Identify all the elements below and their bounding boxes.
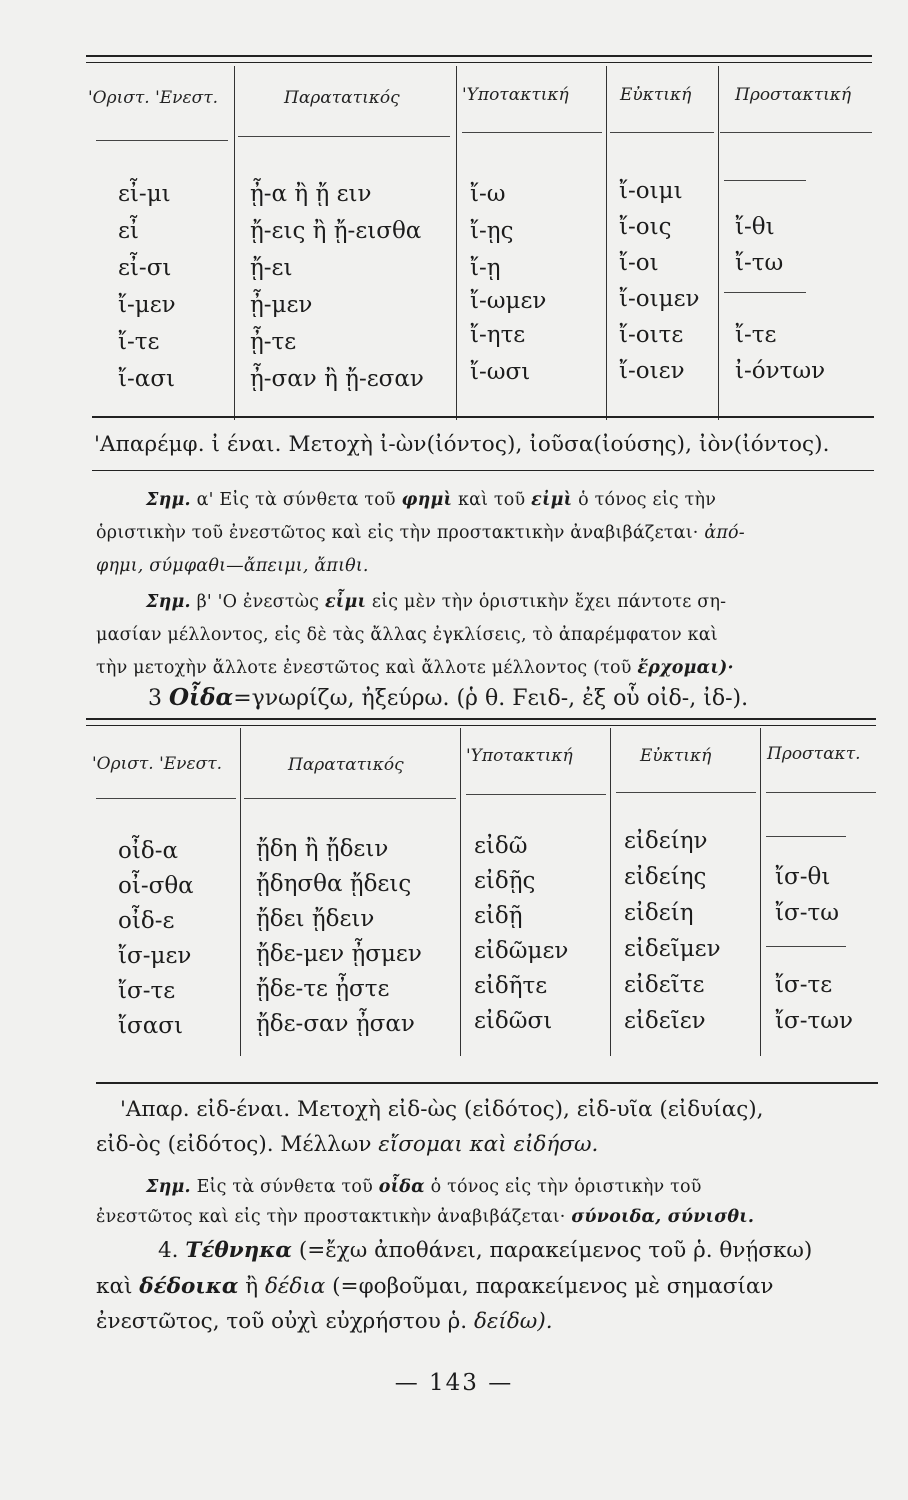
table2-cell: οἶδ-α bbox=[118, 838, 179, 864]
section-text: (=ἔχω ἀποθάνει, παρακείμενος τοῦ ῥ. θνῄσκω) bbox=[291, 1238, 813, 1263]
table2-cell: ᾔδε-σαν ᾖσαν bbox=[256, 1011, 415, 1037]
table2-cell: εἰδῆτε bbox=[474, 973, 548, 999]
table1-empty-dash bbox=[724, 180, 806, 181]
table1-header-underline bbox=[610, 132, 714, 133]
table2-cell: ἴσ-τε bbox=[775, 972, 833, 998]
note-label: Σημ. bbox=[146, 592, 191, 612]
table1-cell: ἴ-ω bbox=[470, 181, 506, 207]
table2-header-underline bbox=[766, 792, 876, 793]
table2-header-underline bbox=[616, 792, 756, 793]
note-text: εἰς μὲν τὴν ὁριστικὴν ἔχει πάντοτε ση- bbox=[366, 592, 727, 612]
section-text: καὶ bbox=[96, 1274, 140, 1299]
section-3-heading bbox=[148, 684, 908, 711]
section-word: δέδοικα bbox=[139, 1274, 239, 1299]
table2-cell: εἰδῶσι bbox=[474, 1008, 553, 1034]
note-text: τὴν μετοχὴν ἄλλοτε ἐνεστῶτος καὶ ἄλλοτε μέλλοντος (τοῦ bbox=[96, 658, 638, 678]
table2-cell: εἰδεῖτε bbox=[624, 972, 705, 998]
infinitive-line-3 bbox=[96, 1132, 882, 1157]
table1-bottom-rule bbox=[92, 416, 874, 418]
section-word: Οἶδα bbox=[169, 684, 234, 711]
table1-cell: ἴ-ασι bbox=[118, 366, 176, 392]
table2-cell: εἰδείη bbox=[624, 900, 694, 926]
table2-bottom-rule bbox=[96, 1082, 878, 1084]
note-italic: σύνοιδα, σύνισθι. bbox=[571, 1207, 755, 1227]
table1-cell: εἶ bbox=[118, 218, 139, 244]
table1-col-divider bbox=[234, 66, 235, 420]
section-4-line-1 bbox=[158, 1238, 908, 1263]
table2-header-imperfect: Παρατατικός bbox=[288, 755, 404, 775]
table2-header-optative: Εὐκτική bbox=[640, 746, 712, 766]
table1-cell: ἴ-ῃ bbox=[470, 255, 501, 281]
table1-cell: ἰ-όντων bbox=[735, 358, 826, 384]
table2-top-rule-2 bbox=[86, 725, 876, 726]
table1-header-underline bbox=[96, 140, 228, 141]
section-number: 3 bbox=[148, 686, 169, 711]
infinitive-line-2: 'Απαρ. εἰδ-έναι. Μετοχὴ εἰδ-ὼς (εἰδότος), εἰδ-υῖα (εἰδυίας), bbox=[120, 1097, 764, 1122]
table1-cell: ᾔ-ει bbox=[250, 255, 293, 281]
page-number: — 143 — bbox=[394, 1370, 514, 1396]
table2-cell: ἴσ-τω bbox=[775, 900, 839, 926]
table2-cell: ᾔδε-μεν ᾖσμεν bbox=[256, 941, 422, 967]
table2-header-underline bbox=[96, 798, 236, 799]
table1-header-optative: Εὐκτική bbox=[620, 85, 692, 105]
section-4-line-2 bbox=[96, 1274, 882, 1299]
prose-italic: εἴσομαι bbox=[378, 1132, 463, 1157]
note-c-line-2 bbox=[96, 1207, 882, 1227]
table1-cell: ἴ-μεν bbox=[118, 292, 176, 318]
note-word: φημὶ bbox=[401, 490, 453, 510]
table1-header-imperfect: Παρατατικός bbox=[284, 88, 400, 108]
note-italic: ἔρχομαι)· bbox=[637, 658, 734, 678]
section-word: Τέθνηκα bbox=[185, 1238, 292, 1263]
table1-cell: ᾖ-μεν bbox=[250, 292, 313, 318]
table1-top-rule bbox=[86, 55, 872, 57]
table2-col-divider bbox=[760, 728, 761, 1056]
prose-text: εἰδ-ὸς (εἰδότος). Μέλλων bbox=[96, 1132, 379, 1157]
table1-cell: ᾔ-εις ἢ ᾔ-εισθα bbox=[250, 218, 422, 244]
table1-header-subjunctive: 'Υποτακτική bbox=[462, 85, 569, 105]
section-text: (=φοβοῦμαι, παρακείμενος μὲ σημασίαν bbox=[325, 1274, 774, 1299]
table2-cell: εἰδῇς bbox=[474, 868, 536, 894]
note-word: εἶμι bbox=[324, 592, 367, 612]
section-text: =γνωρίζω, ἠξεύρω. (ῥ θ. Ϝειδ-, ἐξ οὗ οἰδ-, ἰδ-). bbox=[233, 686, 749, 711]
table1-cell: ἴ-τε bbox=[735, 322, 777, 348]
table2-cell: ἴσ-των bbox=[775, 1008, 853, 1034]
section-italic: δείδω). bbox=[473, 1309, 553, 1334]
table2-cell: ἴσ-τε bbox=[118, 978, 176, 1004]
note-text: β' 'Ο ἐνεστὼς bbox=[190, 592, 325, 612]
note-text: ὁ τόνος εἰς τὴν ὁριστικὴν τοῦ bbox=[424, 1177, 702, 1197]
table1-cell: ἴ-οιμεν bbox=[619, 286, 700, 312]
section-italic: δέδια bbox=[264, 1274, 326, 1299]
table1-header-underline bbox=[720, 132, 872, 133]
table1-cell: ἴ-ῃς bbox=[470, 218, 514, 244]
note-b-line-1 bbox=[146, 592, 908, 612]
note-a-line-1 bbox=[146, 490, 908, 510]
table1-header-imperative: Προστακτική bbox=[735, 85, 852, 105]
table2-col-divider bbox=[240, 728, 241, 1056]
note-label: Σημ. bbox=[146, 1177, 191, 1197]
table2-col-divider bbox=[610, 728, 611, 1056]
note-label: Σημ. bbox=[146, 490, 191, 510]
table2-col-divider bbox=[460, 728, 461, 1056]
note-word: οἶδα bbox=[378, 1177, 425, 1197]
table1-cell: ἴ-οιεν bbox=[619, 358, 685, 384]
table2-empty-dash bbox=[766, 836, 846, 837]
note-text: ὁ τόνος εἰς τὴν bbox=[572, 490, 717, 510]
table1-cell: ἴ-ωσι bbox=[470, 359, 531, 385]
note-text: α' Εἰς τὰ σύνθετα τοῦ bbox=[190, 490, 402, 510]
note-a-line-3: φημι, σύμφαθι—ἄπειμι, ἄπιθι. bbox=[96, 556, 369, 576]
table1-cell: ἴ-οιμι bbox=[619, 178, 683, 204]
infinitive-line-1: 'Απαρέμφ. ἰ έναι. Μετοχὴ ἰ-ὼν(ἰόντος), ἰοῦσα(ἰούσης), ἰὸν(ἰόντος). bbox=[94, 432, 830, 457]
section-4-line-3 bbox=[96, 1309, 882, 1334]
prose-italic: καὶ bbox=[462, 1132, 514, 1157]
table2-cell: ᾔδησθα ᾔδεις bbox=[256, 871, 412, 897]
table2-cell: εἰδῶ bbox=[474, 833, 528, 859]
note-italic: ἀπό- bbox=[704, 523, 745, 543]
table2-cell: ᾔδη ἢ ᾔδειν bbox=[256, 836, 389, 862]
table1-top-rule-2 bbox=[86, 62, 872, 63]
note-a-line-2 bbox=[96, 523, 882, 543]
table2-top-rule bbox=[86, 718, 876, 720]
prose-italic: εἰδήσω. bbox=[513, 1132, 599, 1157]
table2-header-indicative: 'Οριστ. 'Ενεστ. bbox=[92, 754, 223, 774]
table2-cell: εἰδεῖεν bbox=[624, 1008, 706, 1034]
table1-cell: ἴ-οι bbox=[619, 250, 659, 276]
table2-cell: εἰδείην bbox=[624, 828, 708, 854]
table1-cell: ᾖ-α ἢ ᾔ ειν bbox=[250, 181, 372, 207]
table2-header-subjunctive: 'Υποτακτική bbox=[466, 746, 573, 766]
note-b-line-3 bbox=[96, 658, 882, 678]
section-text: ἢ bbox=[238, 1274, 265, 1299]
note-text: καὶ τοῦ bbox=[452, 490, 532, 510]
table1-col-divider bbox=[456, 66, 457, 420]
table1-cell: ἴ-τε bbox=[118, 329, 160, 355]
note-word: εἰμὶ bbox=[531, 490, 573, 510]
table1-cell: ἴ-τω bbox=[735, 250, 784, 276]
table2-cell: ἴσ-μεν bbox=[118, 943, 192, 969]
section-text: ἐνεστῶτος, τοῦ οὐχὶ εὐχρήστου ῥ. bbox=[96, 1309, 474, 1334]
table1-cell: ἴ-οις bbox=[619, 214, 672, 240]
table2-header-imperative: Προστακτ. bbox=[767, 744, 861, 764]
table2-cell: ἴσ-θι bbox=[775, 864, 831, 890]
table1-header-underline bbox=[462, 132, 602, 133]
table1-cell: ᾖ-τε bbox=[250, 329, 297, 355]
table1-cell: εἶ-σι bbox=[118, 255, 172, 281]
table1-empty-dash bbox=[724, 292, 806, 293]
table1-col-divider bbox=[606, 66, 607, 420]
table1-cell: ἴ-ωμεν bbox=[470, 288, 547, 314]
note-text: Εἰς τὰ σύνθετα τοῦ bbox=[190, 1177, 379, 1197]
table1-cell: ἴ-ητε bbox=[470, 322, 526, 348]
note-text: ὁριστικὴν τοῦ ἐνεστῶτος καὶ εἰς τὴν προστακτικὴν ἀναβιβάζεται· bbox=[96, 523, 705, 543]
table2-cell: εἰδῇ bbox=[474, 903, 523, 929]
table1-header-indicative: 'Οριστ. 'Ενεστ. bbox=[88, 88, 219, 108]
table1-cell: ἴ-οιτε bbox=[619, 322, 684, 348]
table2-cell: εἰδῶμεν bbox=[474, 938, 569, 964]
table2-header-underline bbox=[466, 794, 606, 795]
note-text: ἐνεστῶτος καὶ εἰς τὴν προστακτικὴν ἀναβιβάζεται· bbox=[96, 1207, 572, 1227]
table2-header-underline bbox=[244, 798, 456, 799]
table2-cell: ᾔδει ᾔδειν bbox=[256, 906, 375, 932]
table1-header-underline bbox=[238, 136, 450, 137]
table1-cell: ᾖ-σαν ἢ ᾔ-εσαν bbox=[250, 366, 424, 392]
table2-cell: οἶ-σθα bbox=[118, 873, 194, 899]
table1-col-divider bbox=[718, 66, 719, 420]
table2-cell: εἰδεῖμεν bbox=[624, 936, 721, 962]
table2-cell: ᾔδε-τε ᾖστε bbox=[256, 976, 390, 1002]
note-c-line-1 bbox=[146, 1177, 908, 1197]
section-number: 4. bbox=[158, 1238, 186, 1263]
table2-cell: οἶδ-ε bbox=[118, 908, 175, 934]
table2-empty-dash bbox=[766, 946, 846, 947]
note-b-line-2: μασίαν μέλλοντος, εἰς δὲ τὰς ἄλλας ἐγκλίσεις, τὸ ἀπαρέμφατον καὶ bbox=[96, 625, 718, 645]
table1-cell: ἴ-θι bbox=[735, 214, 775, 240]
table2-cell: εἰδείης bbox=[624, 864, 707, 890]
table2-cell: ἴσασι bbox=[118, 1013, 183, 1039]
infinitive-underline bbox=[92, 470, 874, 471]
table1-cell: εἶ-μι bbox=[118, 181, 171, 207]
